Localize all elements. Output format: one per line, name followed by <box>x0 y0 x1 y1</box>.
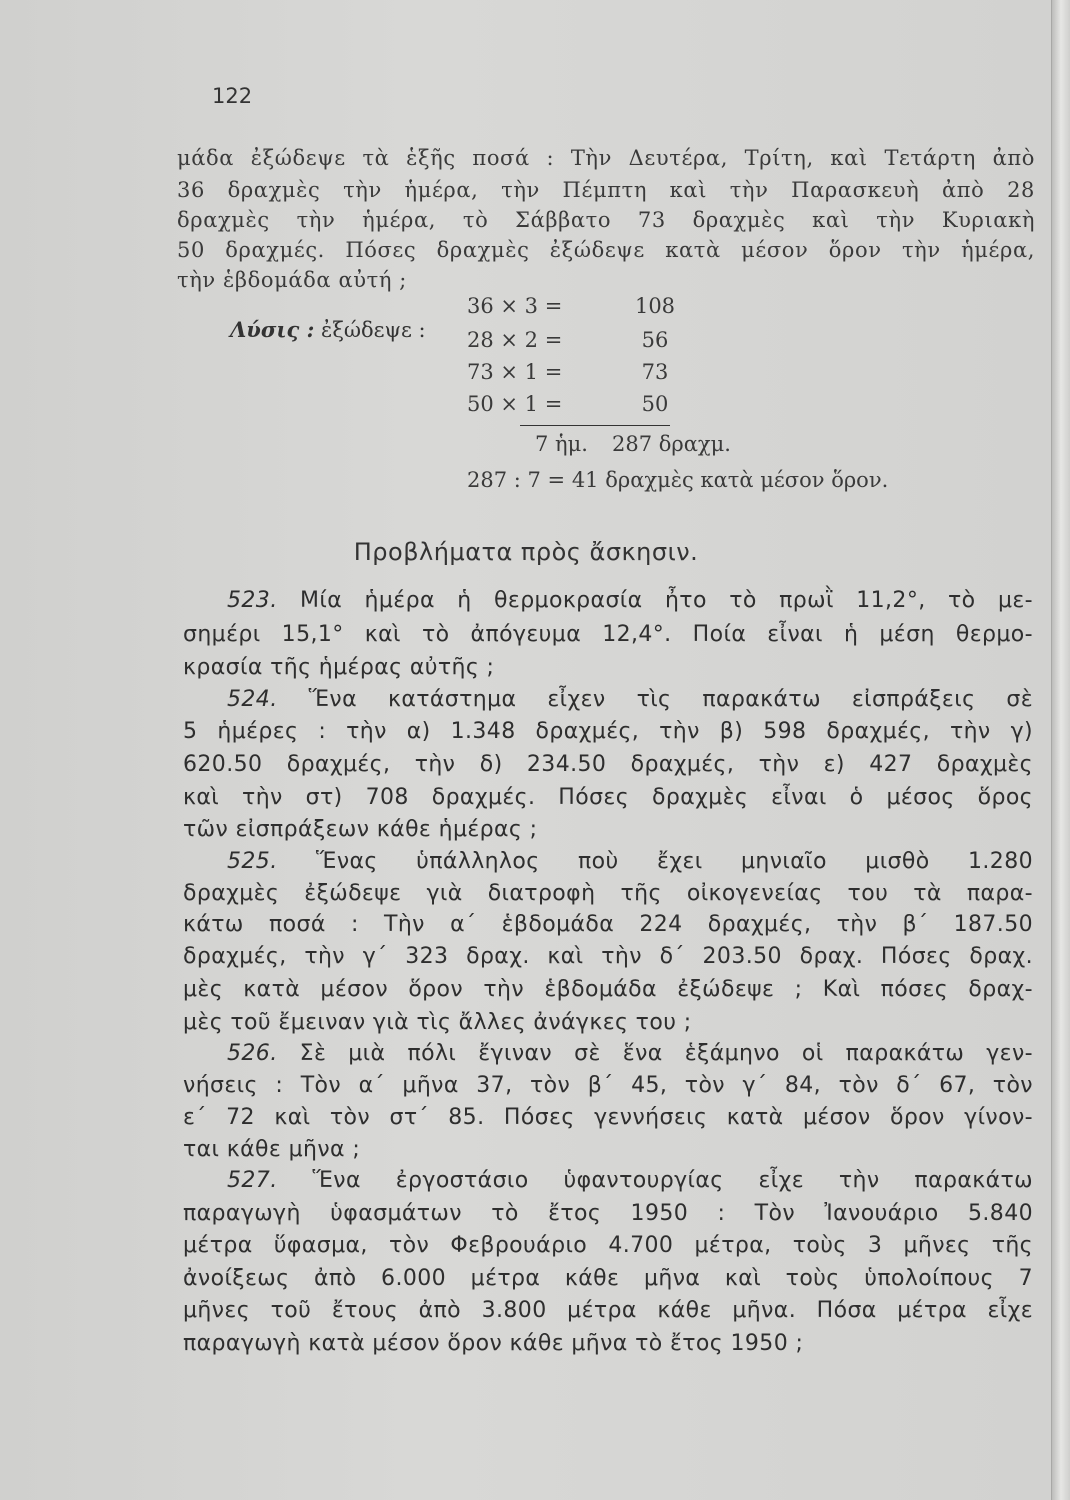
calc-expression: 73 × 1 = <box>467 360 563 384</box>
total-amount: 287 δραχμ. <box>612 432 731 456</box>
sum-rule <box>520 425 670 426</box>
book-spine <box>1051 0 1070 1500</box>
intro-line: δραχμὲς τὴν ἡμέρα, τὸ Σάββατο 73 δραχμὲς καὶ τὴν Κυριακὴ <box>177 208 1035 232</box>
problem-526-line-1: 526. Σὲ μιὰ πόλι ἔγιναν σὲ ἕνα ἑξάμηνο οἱ παρακάτω γεν- <box>227 1041 1033 1066</box>
solution-title: Λύσις : <box>230 317 315 342</box>
calc-row <box>467 294 676 318</box>
intro-line: τὴν ἑβδομάδα αὐτή ; <box>177 268 407 292</box>
intro-line: μάδα ἐξώδεψε τὰ ἑξῆς ποσά : Τὴν Δευτέρα, Τρίτη, καὶ Τετάρτη ἀπὸ <box>177 146 1035 170</box>
problem-line: νήσεις : Τὸν α΄ μῆνα 37, τὸν β΄ 45, τὸν γ΄ 84, τὸν δ΄ 67, τὸν <box>183 1073 1033 1098</box>
solution-verb: ἐξώδεψε : <box>321 318 426 342</box>
problem-number: 525. <box>227 849 278 874</box>
problem-number: 526. <box>227 1041 278 1066</box>
problem-line: μὲς κατὰ μέσον ὅρον τὴν ἑβδομάδα ἐξώδεψε ; Καὶ πόσες δραχ- <box>183 977 1033 1002</box>
calc-row <box>467 328 669 352</box>
section-heading: Προβλήματα πρὸς ἄσκησιν. <box>353 538 699 566</box>
problem-line: μῆνες τοῦ ἔτους ἀπὸ 3.800 μέτρα κάθε μῆνα. Πόσα μέτρα εἶχε <box>183 1298 1033 1323</box>
problem-line: 620.50 δραχμές, τὴν δ) 234.50 δραχμές, τὴν ε) 427 δραχμὲς <box>183 752 1033 777</box>
calc-row <box>467 392 669 416</box>
calc-result: 50 <box>641 392 669 416</box>
intro-line: 50 δραχμές. Πόσες δραχμὲς ἐξώδεψε κατὰ μέσον ὅρον τὴν ἡμέρα, <box>177 238 1035 262</box>
problem-527-line-1: 527. Ἕνα ἐργοστάσιο ὑφαντουργίας εἶχε τὴν παρακάτω <box>227 1168 1033 1193</box>
page-number: 122 <box>212 84 253 108</box>
problem-line: κάτω ποσά : Τὴν α΄ ἑβδομάδα 224 δραχμές, τὴν β΄ 187.50 <box>183 912 1033 937</box>
problem-524-line-1: 524. Ἕνα κατάστημα εἶχεν τὶς παρακάτω εἰσπράξεις σὲ <box>227 687 1033 712</box>
total-days: 7 ἡμ. <box>535 432 588 456</box>
calc-result: 108 <box>634 294 676 318</box>
problem-line: παραγωγὴ ὑφασμάτων τὸ ἔτος 1950 : Τὸν Ἰανουάριο 5.840 <box>183 1201 1033 1226</box>
problem-line: ται κάθε μῆνα ; <box>183 1137 361 1162</box>
calc-expression: 36 × 3 = <box>467 294 563 318</box>
problem-525-line-1: 525. Ἕνας ὑπάλληλος ποὺ ἔχει μηνιαῖο μισθὸ 1.280 <box>227 849 1033 874</box>
problem-line: μέτρα ὕφασμα, τὸν Φεβρουάριο 4.700 μέτρα, τοὺς 3 μῆνες τῆς <box>183 1233 1033 1258</box>
problem-line: δραχμὲς ἐξώδεψε γιὰ διατροφὴ τῆς οἰκογενείας του τὰ παρα- <box>183 881 1033 906</box>
problem-line: κρασία τῆς ἡμέρας αὐτῆς ; <box>183 655 495 680</box>
average-line: 287 : 7 = 41 δραχμὲς κατὰ μέσον ὅρον. <box>467 468 889 492</box>
problem-line: τῶν εἰσπράξεων κάθε ἡμέρας ; <box>183 817 538 842</box>
problem-line: ε΄ 72 καὶ τὸν στ΄ 85. Πόσες γεννήσεις κατὰ μέσον ὅρον γίνον- <box>183 1105 1033 1130</box>
problem-line: καὶ τὴν στ) 708 δραχμές. Πόσες δραχμὲς εἶναι ὁ μέσος ὅρος <box>183 785 1033 810</box>
problem-line: 5 ἡμέρες : τὴν α) 1.348 δραχμές, τὴν β) 598 δραχμές, τὴν γ) <box>183 719 1033 744</box>
calc-expression: 50 × 1 = <box>467 392 563 416</box>
problem-line: ἀνοίξεως ἀπὸ 6.000 μέτρα κάθε μῆνα καὶ τοὺς ὑπολοίπους 7 <box>183 1266 1033 1291</box>
problem-line: δραχμές, τὴν γ΄ 323 δραχ. καὶ τὴν δ΄ 203.50 δραχ. Πόσες δραχ. <box>183 944 1033 969</box>
calc-expression: 28 × 2 = <box>467 328 563 352</box>
calc-row <box>467 360 669 384</box>
problem-523-line-1: 523. Μία ἡμέρα ἡ θερμοκρασία ἦτο τὸ πρωῒ 11,2°, τὸ με- <box>227 588 1033 613</box>
problem-line: σημέρι 15,1° καὶ τὸ ἀπόγευμα 12,4°. Ποία εἶναι ἡ μέση θερμο- <box>183 622 1033 647</box>
problem-number: 523. <box>227 588 278 613</box>
problem-line: παραγωγὴ κατὰ μέσον ὅρον κάθε μῆνα τὸ ἔτος 1950 ; <box>183 1331 804 1356</box>
problem-number: 524. <box>227 687 278 712</box>
calc-result: 56 <box>641 328 669 352</box>
solution-label <box>230 317 426 342</box>
intro-line: 36 δραχμὲς τὴν ἡμέρα, τὴν Πέμπτη καὶ τὴν Παρασκευὴ ἀπὸ 28 <box>177 178 1035 202</box>
calc-result: 73 <box>641 360 669 384</box>
problem-number: 527. <box>227 1168 278 1193</box>
problem-line: μὲς τοῦ ἔμειναν γιὰ τὶς ἄλλες ἀνάγκες του ; <box>183 1010 692 1035</box>
